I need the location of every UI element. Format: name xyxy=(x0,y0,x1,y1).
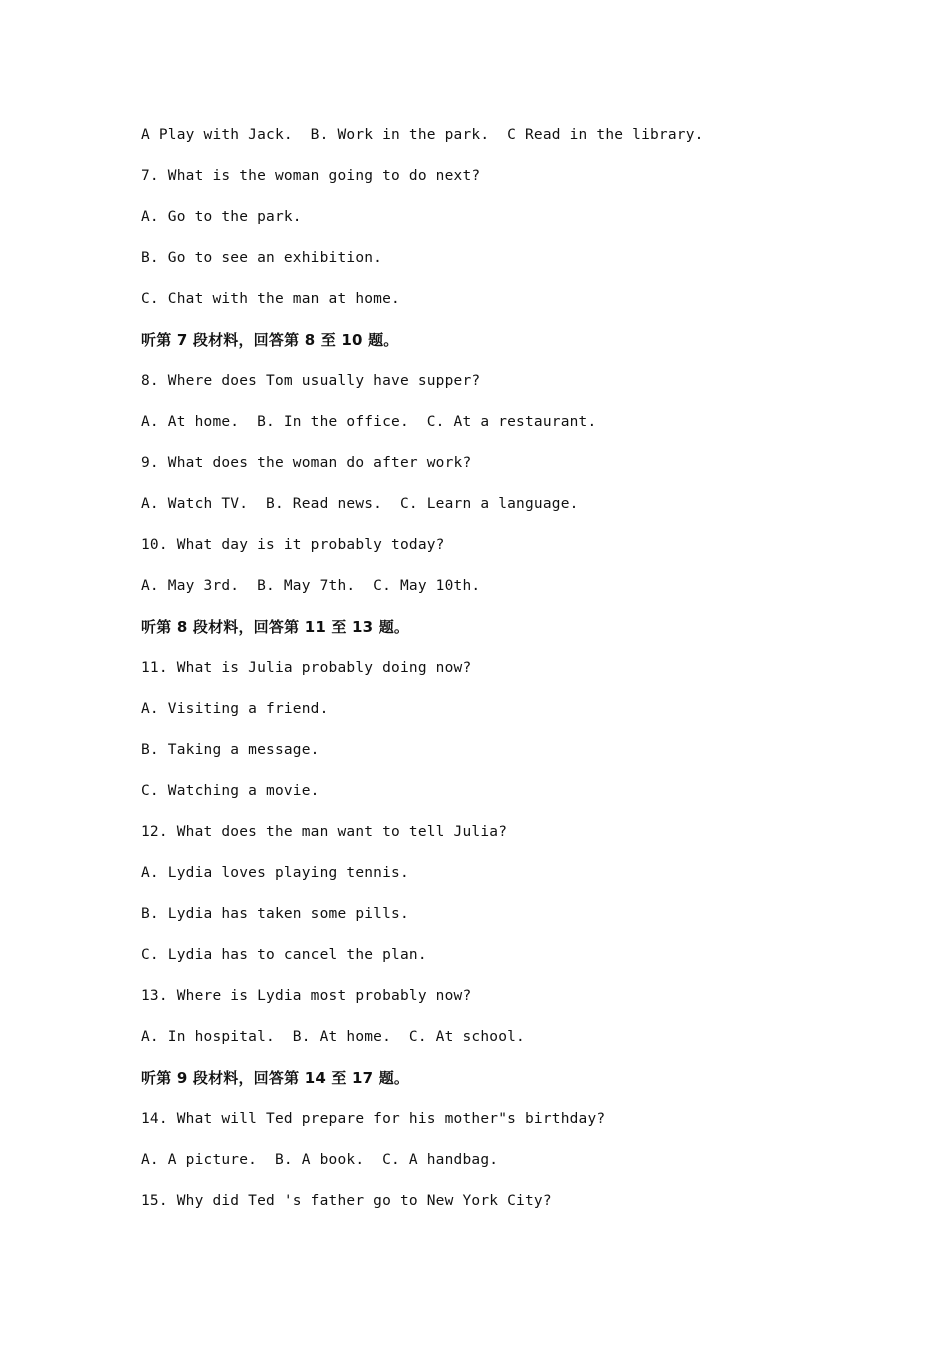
question-line: 14. What will Ted prepare for his mother"s birthday? xyxy=(141,1111,606,1127)
question-line: C. Watching a movie. xyxy=(141,783,320,799)
question-line: 9. What does the woman do after work? xyxy=(141,455,472,471)
question-line: B. Lydia has taken some pills. xyxy=(141,906,409,922)
question-line: 11. What is Julia probably doing now? xyxy=(141,660,472,676)
question-line: C. Chat with the man at home. xyxy=(141,291,400,307)
question-line: 13. Where is Lydia most probably now? xyxy=(141,988,472,1004)
question-line: 7. What is the woman going to do next? xyxy=(141,168,481,184)
section-heading: 听第 7 段材料，回答第 8 至 10 题。 xyxy=(141,331,399,349)
question-line: A. Go to the park. xyxy=(141,209,302,225)
section-heading: 听第 8 段材料，回答第 11 至 13 题。 xyxy=(141,618,410,636)
question-line: 15. Why did Ted 's father go to New York City? xyxy=(141,1193,552,1209)
question-line: A. Visiting a friend. xyxy=(141,701,329,717)
question-line: B. Go to see an exhibition. xyxy=(141,250,383,266)
question-line: 8. Where does Tom usually have supper? xyxy=(141,373,481,389)
question-line: B. Taking a message. xyxy=(141,742,320,758)
question-line: C. Lydia has to cancel the plan. xyxy=(141,947,427,963)
question-line: A. Lydia loves playing tennis. xyxy=(141,865,409,881)
question-line: 12. What does the man want to tell Julia? xyxy=(141,824,508,840)
question-line: A. Watch TV. B. Read news. C. Learn a language. xyxy=(141,496,579,512)
question-line: A. At home. B. In the office. C. At a restaurant. xyxy=(141,414,597,430)
question-line: A Play with Jack. B. Work in the park. C Read in the library. xyxy=(141,127,704,143)
question-line: 10. What day is it probably today? xyxy=(141,537,445,553)
document-content xyxy=(141,124,841,1231)
question-line: A. May 3rd. B. May 7th. C. May 10th. xyxy=(141,578,481,594)
section-heading: 听第 9 段材料，回答第 14 至 17 题。 xyxy=(141,1069,410,1087)
question-line: A. A picture. B. A book. C. A handbag. xyxy=(141,1152,499,1168)
question-line: A. In hospital. B. At home. C. At school. xyxy=(141,1029,525,1045)
